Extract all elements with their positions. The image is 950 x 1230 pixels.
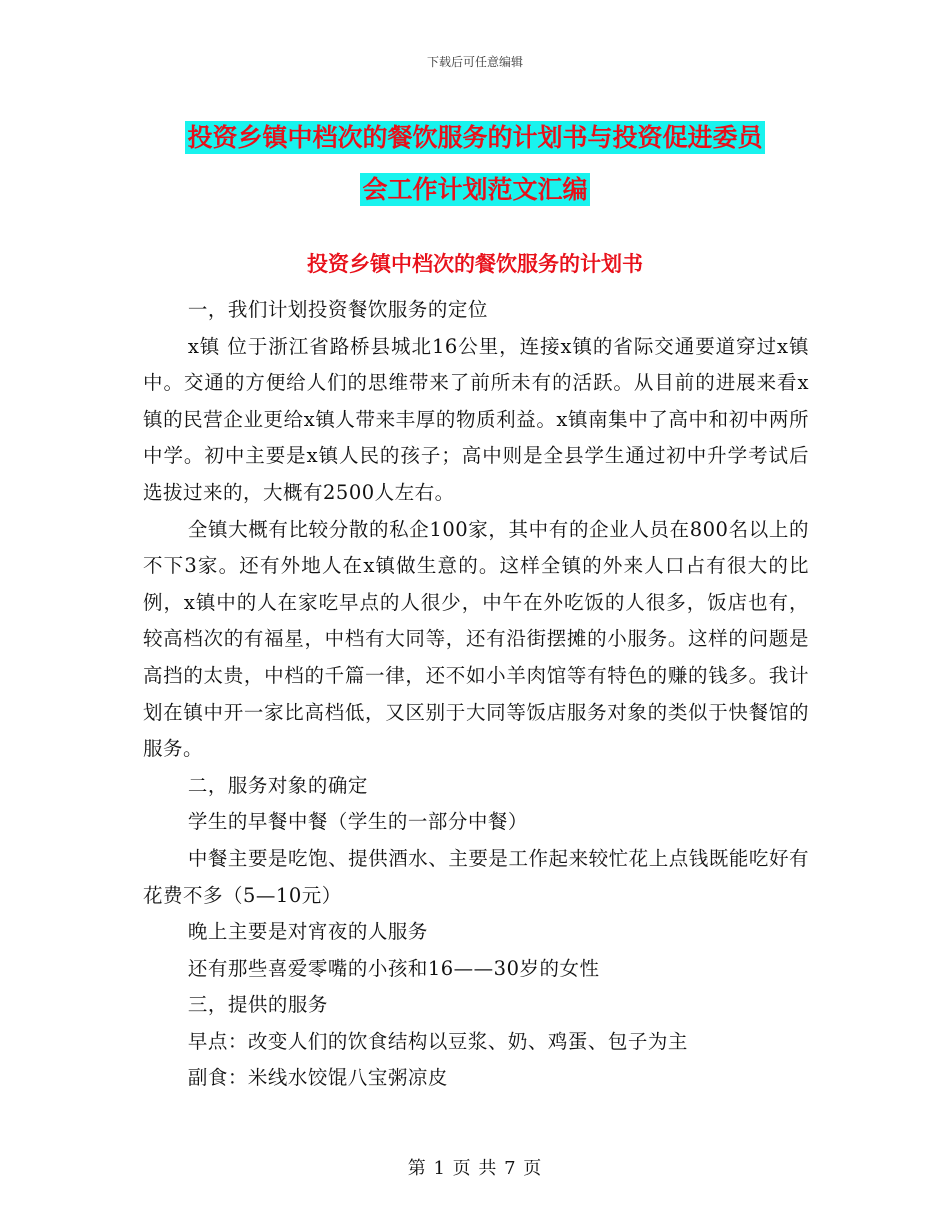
paragraph: 全镇大概有比较分散的私企100家，其中有的企业人员在800名以上的不下3家。还有外地人在x镇做生意的。这样全镇的外来人口占有很大的比例，x镇中的人在家吃早点的人很少，中午在外吃饭的人很多，饭店也有，较高档次的有福星，中档有大同等，还有沿街摆摊的小服务。这样的问题是高挡的太贵，中档的千篇一律，还不如小羊肉馆等有特色的赚的钱多。我计划在镇中开一家比高档低，又区别于大同等饭店服务对象的类似于快餐馆的服务。: [143, 517, 809, 761]
paragraph: 早点：改变人们的饮食结构以豆浆、奶、鸡蛋、包子为主: [187, 1029, 688, 1053]
paragraph: x镇 位于浙江省路桥县城北16公里，连接x镇的省际交通要道穿过x镇中。交通的方便给人们的思维带来了前所未有的活跃。从目前的进展来看x镇的民营企业更给x镇人带来丰厚的物质利益。x镇南集中了高中和初中两所中学。初中主要是x镇人民的孩子；高中则是全县学生通过初中升学考试后选拔过来的，大概有2500人左右。: [143, 334, 809, 504]
document-title: [140, 112, 810, 216]
paragraph: 副食：米线水饺馄八宝粥凉皮: [187, 1066, 448, 1090]
paragraph: 晚上主要是对宵夜的人服务: [187, 920, 428, 944]
document-title-line-2: 会工作计划范文汇编: [362, 175, 588, 204]
section-title: 投资乡镇中档次的餐饮服务的计划书: [307, 252, 643, 276]
paragraph: 学生的早餐中餐（学生的一部分中餐）: [187, 810, 528, 834]
header-note: 下载后可任意编辑: [426, 55, 523, 69]
document-title-line-1: 投资乡镇中档次的餐饮服务的计划书与投资促进委员: [187, 123, 763, 152]
paragraph: 三，提供的服务: [187, 993, 328, 1017]
paragraph: 一，我们计划投资餐饮服务的定位: [187, 298, 488, 321]
paragraph: 中餐主要是吃饱、提供酒水、主要是工作起来较忙花上点钱既能吃好有花费不多（5—10元）: [143, 846, 809, 907]
paragraph: 还有那些喜爱零嘴的小孩和16——30岁的女性: [187, 956, 600, 980]
document-body: [143, 292, 809, 1097]
paragraph: 二，服务对象的确定: [187, 773, 368, 797]
page-indicator: 第 1 页 共 7 页: [407, 1158, 543, 1179]
